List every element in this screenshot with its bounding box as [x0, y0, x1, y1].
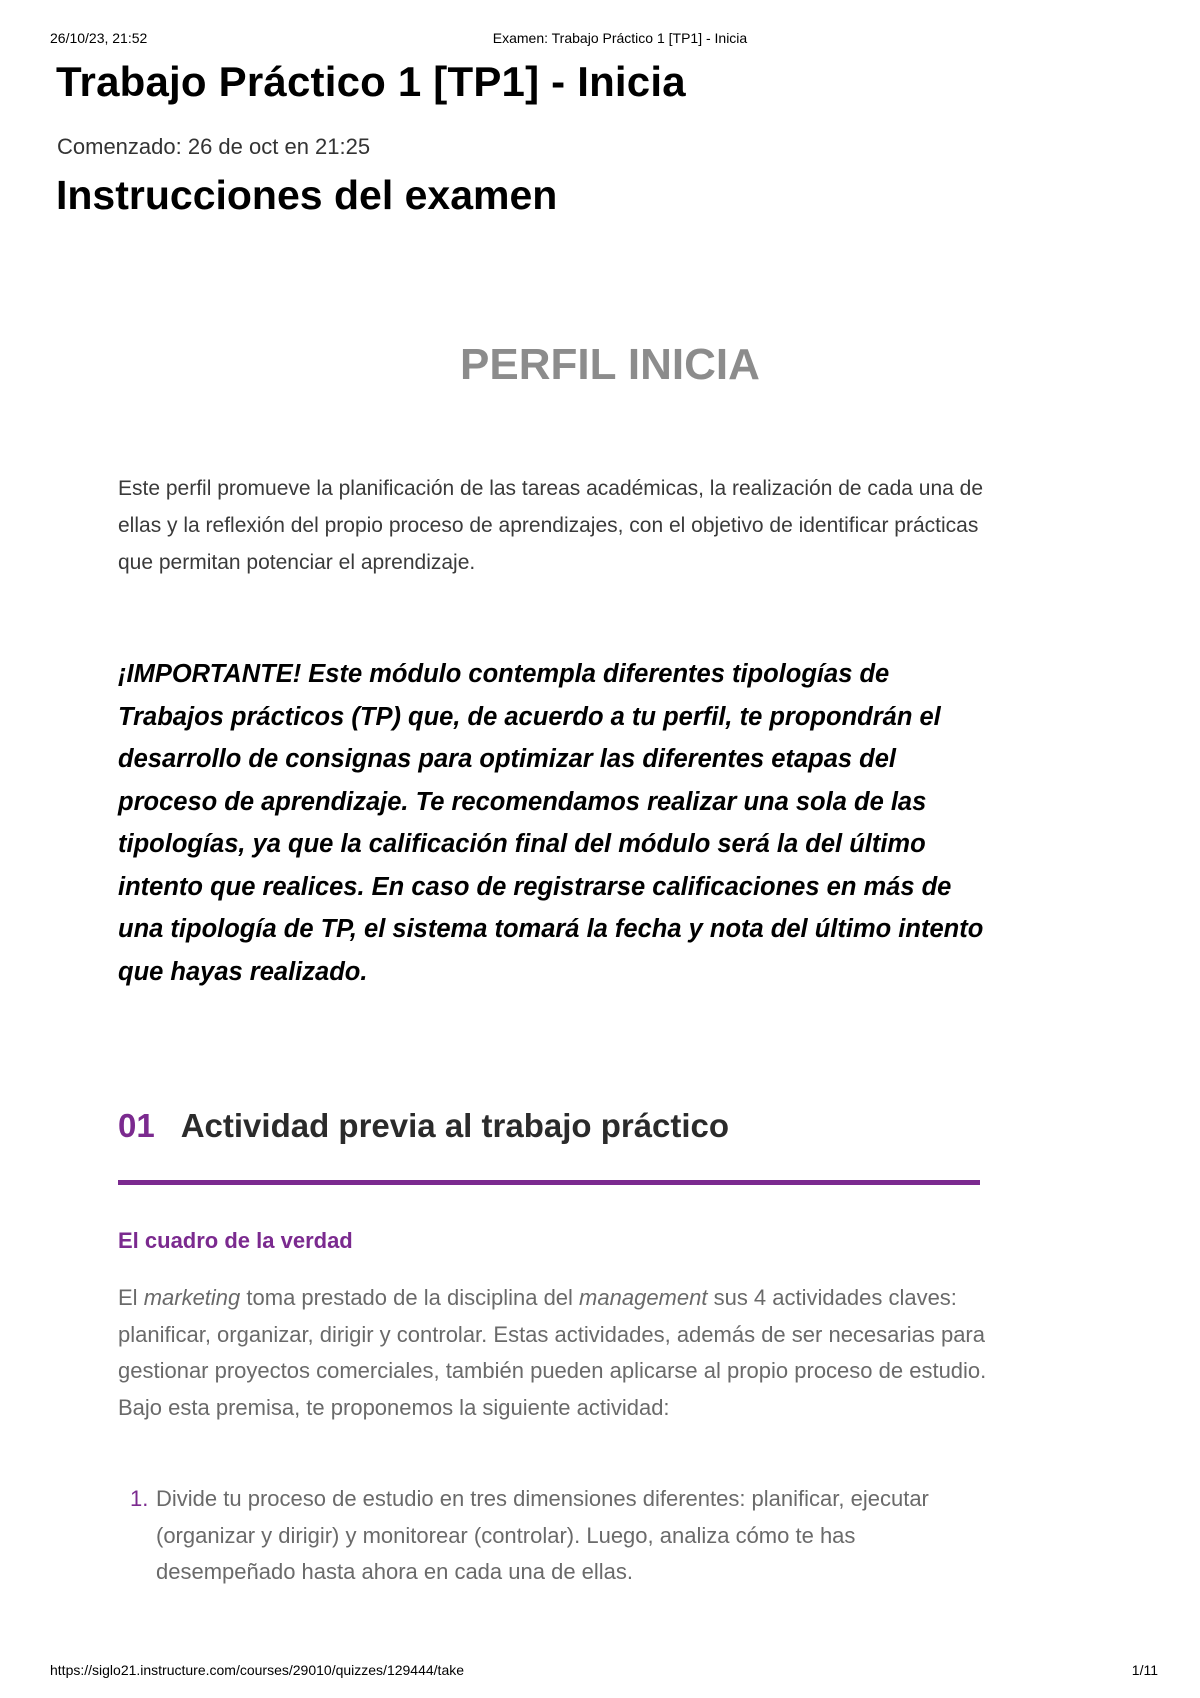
steps-list	[118, 1481, 988, 1591]
step-text: Divide tu proceso de estudio en tres dimensiones diferentes: planificar, ejecutar (organizar y dirigir) y monitorear (controlar). Luego, analiza cómo te has desempeñado hasta ahora en cada una de ellas.	[156, 1486, 929, 1584]
important-notice: ¡IMPORTANTE! Este módulo contempla diferentes tipologías de Trabajos prácticos (TP) que, de acuerdo a tu perfil, te propondrán el desarrollo de consignas para optimizar las diferentes etapas del proceso de aprendizaje. Te recomendamos realizar una sola de las tipologías, ya que la calificación final del módulo será la del último intento que realices. En caso de registrarse calificaciones en más de una tipología de TP, el sistema tomará la fecha y nota del último intento que hayas realizado.	[118, 660, 984, 986]
step-number: 1.	[130, 1486, 149, 1511]
activity-subheading: El cuadro de la verdad	[118, 1228, 353, 1253]
section-divider	[118, 1180, 980, 1185]
paragraph-text-1: El	[118, 1285, 144, 1310]
paragraph-emphasis-management: management	[579, 1285, 708, 1310]
perfil-intro-paragraph: Este perfil promueve la planificación de las tareas académicas, la realización de cada una de ellas y la reflexión del propio proceso de aprendizajes, con el objetivo de identificar prácticas que permitan potenciar el aprendizaje.	[118, 477, 983, 574]
print-document-title: Examen: Trabajo Práctico 1 [TP1] - Inicia	[492, 30, 748, 46]
list-item	[118, 1481, 988, 1591]
page-title: Trabajo Práctico 1 [TP1] - Inicia	[56, 58, 686, 105]
section-title: Actividad previa al trabajo práctico	[180, 1107, 730, 1144]
print-datetime: 26/10/23, 21:52	[50, 30, 148, 46]
paragraph-text-2: toma prestado de la disciplina del	[240, 1285, 580, 1310]
perfil-title: PERFIL INICIA	[460, 340, 760, 389]
started-timestamp: Comenzado: 26 de oct en 21:25	[57, 134, 371, 159]
section-number: 01	[118, 1107, 155, 1144]
section-heading	[118, 1107, 729, 1145]
page-counter: 1/11	[1131, 1662, 1158, 1678]
instructions-heading: Instrucciones del examen	[56, 172, 558, 218]
activity-paragraph	[118, 1280, 988, 1426]
print-url: https://siglo21.instructure.com/courses/29010/quizzes/129444/take	[50, 1662, 465, 1678]
paragraph-emphasis-marketing: marketing	[143, 1285, 241, 1310]
paragraph-text-3: sus 4 actividades claves: planificar, organizar, dirigir y controlar. Estas actividades, además de ser necesarias para gestionar proyectos comerciales, también pueden aplicarse al propio proceso de estudio. Bajo esta premisa, te proponemos la siguiente actividad:	[118, 1285, 987, 1420]
